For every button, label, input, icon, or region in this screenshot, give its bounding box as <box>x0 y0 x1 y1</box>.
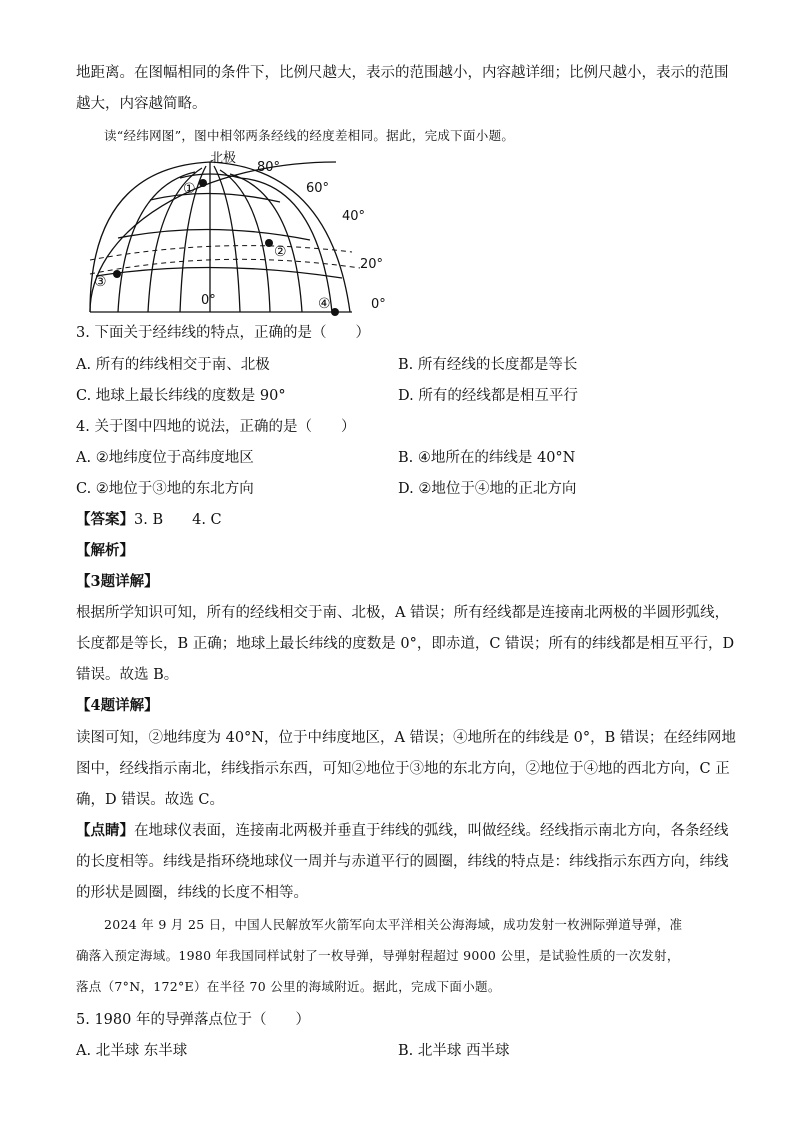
detail-3-line-1: 根据所学知识可知，所有的经线相交于南、北极，A 错误；所有经线都是连接南北两极的半圆形弧线， <box>76 605 730 621</box>
stem-2-line-3: 落点（7°N，172°E）在半径 70 公里的海域附近。据此，完成下面小题。 <box>76 979 501 994</box>
graticule-figure <box>80 148 400 320</box>
detail-4-label: 【4题详解】 <box>76 697 159 714</box>
q5-stem: 5. 1980 年的导弹落点位于（ ） <box>76 1012 310 1028</box>
point-1-marker <box>199 179 207 187</box>
intro-line-1: 地距离。在图幅相同的条件下，比例尺越大，表示的范围越小，内容越详细；比例尺越小，表示的范围 <box>76 65 729 81</box>
q3-option-c: C. 地球上最长纬线的度数是 90° <box>76 388 286 404</box>
tip-line-3: 的形状是圆圈，纬线的长度不相等。 <box>76 885 308 901</box>
q4-option-c: C. ②地位于③地的东北方向 <box>76 481 254 497</box>
point-4-label: ④ <box>318 296 331 312</box>
detail-3-line-2: 长度都是等长，B 正确；地球上最长纬线的度数是 0°，即赤道，C 错误；所有的纬线都是相互平行，D <box>76 636 735 652</box>
lat-80-label: 80° <box>257 160 281 175</box>
point-2-marker <box>265 239 273 247</box>
lat-40-label: 40° <box>342 209 366 224</box>
north-pole-label: 北极 <box>210 151 237 166</box>
detail-4-line-2: 图中，经线指示南北，纬线指示东西，可知②地位于③地的东北方向，②地位于④地的西北方向，C 正 <box>76 761 730 777</box>
q4-option-a: A. ②地纬度位于高纬度地区 <box>76 450 254 466</box>
tip-line-2: 的长度相等。纬线是指环绕地球仪一周并与赤道平行的圆圈，纬线的特点是：纬线指示东西方向，纬线 <box>76 854 729 870</box>
lon-0-label: 0° <box>201 293 216 308</box>
q4-stem: 4. 关于图中四地的说法，正确的是（ ） <box>76 419 356 435</box>
question-stem-1: 读“经纬网图”，图中相邻两条经线的经度差相同。据此，完成下面小题。 <box>104 128 515 143</box>
detail-3-line-3: 错误。故选 B。 <box>76 667 179 683</box>
q5-option-a: A. 北半球 东半球 <box>76 1043 188 1059</box>
q4-option-b: B. ④地所在的纬线是 40°N <box>398 450 576 466</box>
q4-option-d: D. ②地位于④地的正北方向 <box>398 481 577 497</box>
lat-20-label: 20° <box>360 257 384 272</box>
answer-text: 3. B 4. C <box>134 512 222 528</box>
stem-2-line-1: 2024 年 9 月 25 日，中国人民解放军火箭军向太平洋相关公海海域，成功发射一枚洲际弹道导弹，准 <box>104 917 683 932</box>
detail-3-label: 【3题详解】 <box>76 573 159 590</box>
point-3-label: ③ <box>94 274 107 290</box>
intro-line-2: 越大，内容越简略。 <box>76 96 207 112</box>
lat-60-label: 60° <box>306 181 330 196</box>
analysis-label: 【解析】 <box>76 542 134 559</box>
tip-label: 【点睛】 <box>76 822 134 839</box>
point-2-label: ② <box>274 244 287 260</box>
q3-option-b: B. 所有经线的长度都是等长 <box>398 357 578 373</box>
stem-2-line-2: 确落入预定海域。1980 年我国同样试射了一枚导弹，导弹射程超过 9000 公里，是试验性质的一次发射， <box>76 948 680 963</box>
detail-4-line-1: 读图可知，②地纬度为 40°N，位于中纬度地区，A 错误；④地所在的纬线是 0°，B 错误；在经纬网地 <box>76 730 736 746</box>
tip-line-1 <box>76 821 729 841</box>
point-3-marker <box>113 270 121 278</box>
q3-stem: 3. 下面关于经纬线的特点，正确的是（ ） <box>76 325 370 341</box>
q5-option-b: B. 北半球 西半球 <box>398 1043 510 1059</box>
q3-option-d: D. 所有的经线都是相互平行 <box>398 388 578 404</box>
detail-4-line-3: 确，D 错误。故选 C。 <box>76 792 224 808</box>
point-4-marker <box>331 308 339 316</box>
lat-0-right-label: 0° <box>371 297 386 312</box>
answer-label: 【答案】 <box>76 511 134 528</box>
point-1-label: ① <box>183 181 196 197</box>
q3-option-a: A. 所有的纬线相交于南、北极 <box>76 357 270 373</box>
tip-text-1: 在地球仪表面，连接南北两极并垂直于纬线的弧线，叫做经线。经线指示南北方向，各条经线 <box>134 823 729 839</box>
answer-line <box>76 510 222 530</box>
